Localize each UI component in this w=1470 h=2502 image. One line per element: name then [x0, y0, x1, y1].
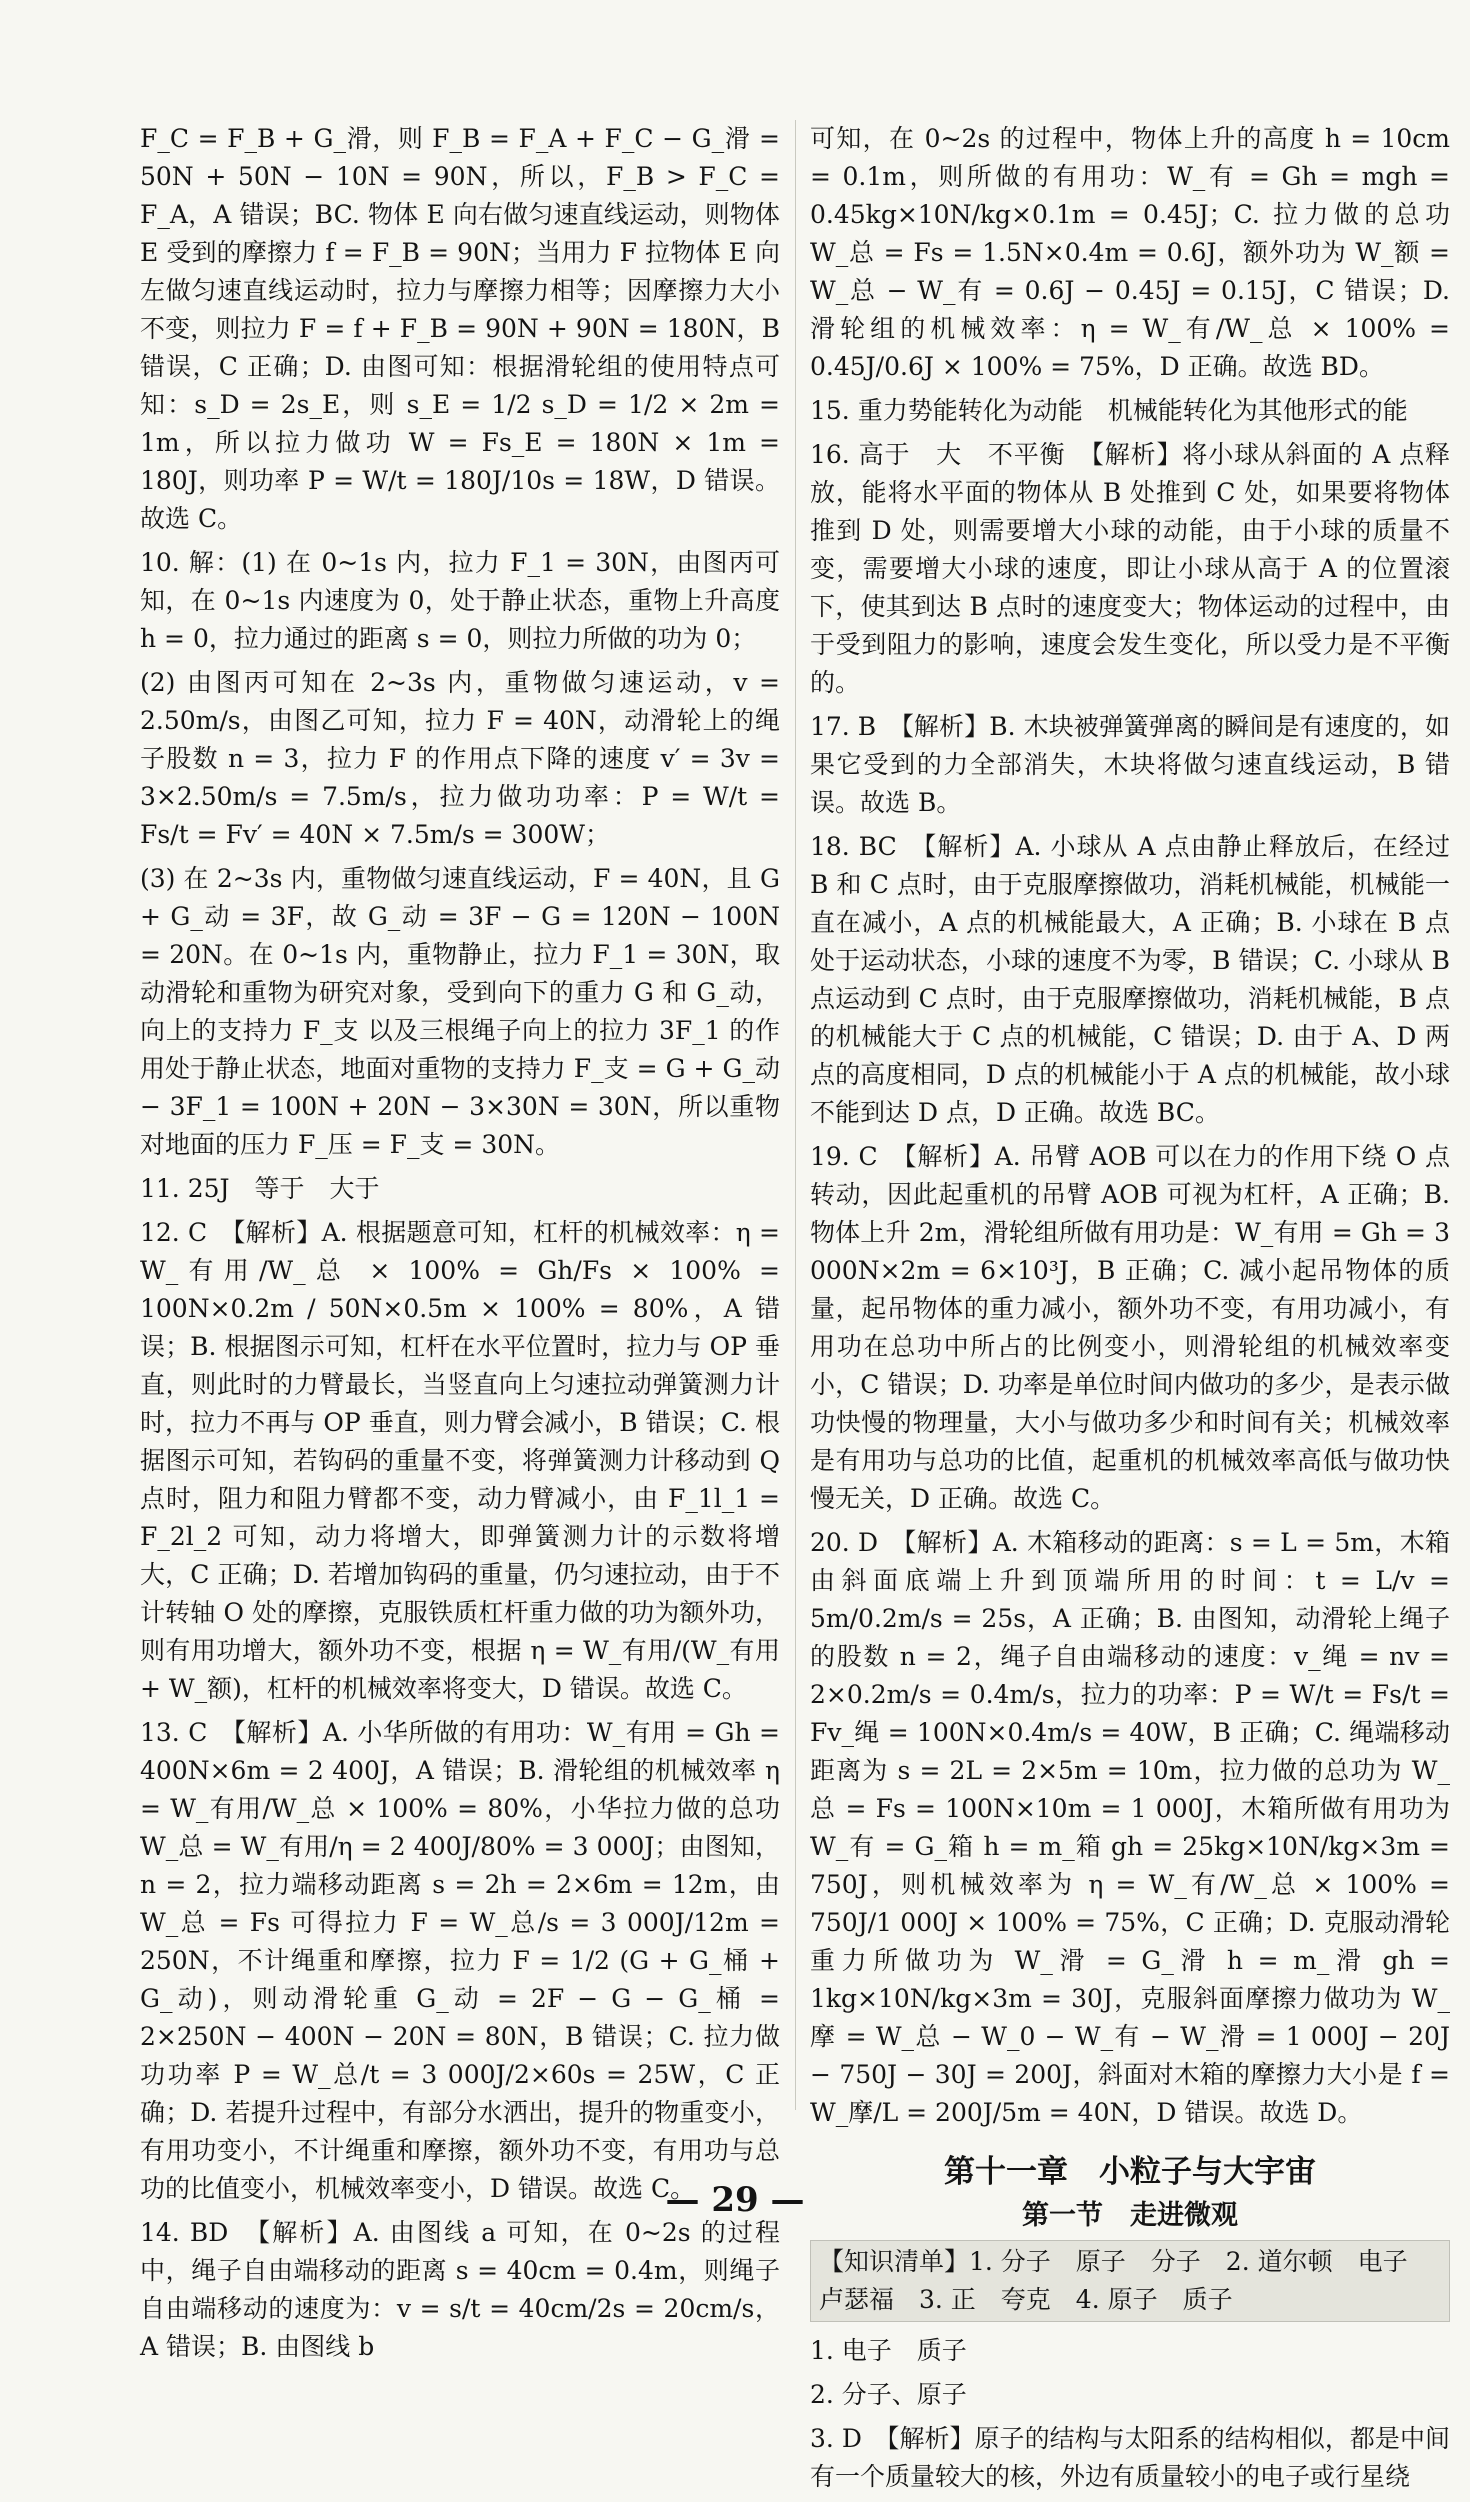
section-title: 第一节 走进微观: [1022, 2200, 1238, 2231]
answer-12: 12. C 【解析】A. 根据题意可知，杠杆的机械效率：η = W_有用/W_总 × 100% = Gh/Fs × 100% = 100N×0.2m / 50N×0.5m × 100% = 80%，A 错误；B. 根据图示可知，杠杆在水平位置时，拉力与 OP 垂直，则此时的力臂最长，当竖直向上匀速拉动弹簧测力计时，拉力不再与 OP 垂直，则力臂会减小，B 错误；C. 根据图示可知，若钩码的重量不变，将弹簧测力计移动到 Q 点时，阻力和阻力臂都不变，动力臂减小，由 F_1l_1 = F_2l_2 可知，动力将增大，即弹簧测力计的示数将增大，C 正确；D. 若增加钩码的重量，仍匀速拉动，由于不计转轴 O 处的摩擦，克服铁质杠杆重力做的功为额外功，则有用功增大，额外功不变，根据 η = W_有用/(W_有用 + W_额)，杠杆的机械效率将变大，D 错误。故选 C。: [140, 1218, 788, 1703]
answer-11: 11. 25J 等于 大于: [140, 1174, 380, 1203]
answer-17: 17. B 【解析】B. 木块被弹簧弹离的瞬间是有速度的，如果它受到的力全部消失，木块将做匀速直线运动，B 错误。故选 B。: [810, 712, 1450, 817]
answer-14: 14. BD 【解析】A. 由图线 a 可知，在 0~2s 的过程中，绳子自由端移动的距离 s = 40cm = 0.4m，则绳子自由端移动的速度为：v = s/t = 40cm/2s = 20cm/s，A 错误；B. 由图线 b: [140, 2218, 780, 2361]
answer-2: 2. 分子、原子: [810, 2380, 967, 2409]
knowledge-list-box: 【知识清单】1. 分子 原子 分子 2. 道尔顿 电子 卢瑟福 3. 正 夸克 4. 原子 质子: [810, 2240, 1450, 2322]
left-column: [140, 120, 788, 2372]
answer-15: 15. 重力势能转化为动能 机械能转化为其他形式的能: [810, 396, 1408, 425]
answer-16: 16. 高于 大 不平衡 【解析】将小球从斜面的 A 点释放，能将水平面的物体从 B 处推到 C 处，如果要将物体推到 D 处，则需要增大小球的动能，由于小球的质量不变，需要增大小球的速度，即让小球从高于 A 的位置滚下，使其到达 B 点时的速度变大；物体运动的过程中，由于受到阻力的影响，速度会发生变化，所以受力是不平衡的。: [810, 440, 1450, 697]
page-number: — 29 —: [665, 2180, 805, 2220]
answer-19: 19. C 【解析】A. 吊臂 AOB 可以在力的作用下绕 O 点转动，因此起重机的吊臂 AOB 可视为杠杆，A 正确；B. 物体上升 2m，滑轮组所做有用功是：W_有用 = Gh = 3 000N×2m = 6×10³J，B 正确；C. 减小起吊物体的质量，起吊物体的重力减小，额外功不变，有用功减小，有用功在总功中所占的比例变小，则滑轮组的机械效率变小，C 错误；D. 功率是单位时间内做功的多少，是表示做功快慢的物理量，大小与做功多少和时间有关；机械效率是有用功与总功的比值，起重机的机械效率高低与做功快慢无关，D 正确。故选 C。: [810, 1142, 1458, 1513]
answer-1: 1. 电子 质子: [810, 2336, 967, 2365]
answer-18: 18. BC 【解析】A. 小球从 A 点由静止释放后，在经过 B 和 C 点时，由于克服摩擦做功，消耗机械能，机械能一直在减小，A 点的机械能最大，A 正确；B. 小球在 B 点处于运动状态，小球的速度不为零，B 错误；C. 小球从 B 点运动到 C 点时，由于克服摩擦做功，消耗机械能，B 点的机械能大于 C 点的机械能，C 错误；D. 由于 A、D 两点的高度相同，D 点的机械能小于 A 点的机械能，故小球不能到达 D 点，D 正确。故选 BC。: [810, 832, 1458, 1127]
paragraph: F_C = F_B + G_滑，则 F_B = F_A + F_C − G_滑 = 50N + 50N − 10N = 90N，所以，F_B > F_C = F_A，A 错误；BC. 物体 E 向右做匀速直线运动，则物体 E 受到的摩擦力 f = F_B = 90N；当用力 F 拉物体 E 向左做匀速直线运动时，拉力与摩擦力相等；因摩擦力大小不变，则拉力 F = f + F_B = 90N + 90N = 180N，B 错误，C 正确；D. 由图可知：根据滑轮组的使用特点可知：s_D = 2s_E，则 s_E = 1/2 s_D = 1/2 × 2m = 1m，所以拉力做功 W = Fs_E = 180N × 1m = 180J，则功率 P = W/t = 180J/10s = 18W，D 错误。故选 C。: [140, 124, 788, 533]
answer-10-part2: (2) 由图丙可知在 2~3s 内，重物做匀速运动，v = 2.50m/s，由图乙可知，拉力 F = 40N，动滑轮上的绳子股数 n = 3，拉力 F 的作用点下降的速度 v′ = 3v = 3×2.50m/s = 7.5m/s，拉力做功功率：P = W/t = Fs/t = Fv′ = 40N × 7.5m/s = 300W；: [140, 668, 788, 849]
chapter-title: 第十一章 小粒子与大宇宙: [944, 2154, 1316, 2190]
answer-20: 20. D 【解析】A. 木箱移动的距离：s = L = 5m，木箱由斜面底端上升到顶端所用的时间：t = L/v = 5m/0.2m/s = 25s，A 正确；B. 由图知，动滑轮上绳子的股数 n = 2，绳子自由端移动的速度：v_绳 = nv = 2×0.2m/s = 0.4m/s，拉力的功率：P = W/t = Fs/t = Fv_绳 = 100N×0.4m/s = 40W，B 正确；C. 绳端移动距离为 s = 2L = 2×5m = 10m，拉力做的总功为 W_总 = Fs = 100N×10m = 1 000J，木箱所做有用功为 W_有 = G_箱 h = m_箱 gh = 25kg×10N/kg×3m = 750J，则机械效率为 η = W_有/W_总 × 100% = 750J/1 000J × 100% = 75%，C 正确；D. 克服动滑轮重力所做功为 W_滑 = G_滑 h = m_滑 gh = 1kg×10N/kg×3m = 30J，克服斜面摩擦力做功为 W_摩 = W_总 − W_0 − W_有 − W_滑 = 1 000J − 20J − 750J − 30J = 200J，斜面对木箱的摩擦力大小是 f = W_摩/L = 200J/5m = 40N，D 错误。故选 D。: [810, 1528, 1458, 2127]
right-column: [810, 120, 1458, 2502]
column-divider: [795, 120, 796, 2110]
answer-13: 13. C 【解析】A. 小华所做的有用功：W_有用 = Gh = 400N×6m = 2 400J，A 错误；B. 滑轮组的机械效率 η = W_有用/W_总 × 100% = 80%，小华拉力做的总功 W_总 = W_有用/η = 2 400J/80% = 3 000J；由图知，n = 2，拉力端移动距离 s = 2h = 2×6m = 12m，由 W_总 = Fs 可得拉力 F = W_总/s = 3 000J/12m = 250N，不计绳重和摩擦，拉力 F = 1/2 (G + G_桶 + G_动)，则动滑轮重 G_动 = 2F − G − G_桶 = 2×250N − 400N − 20N = 80N，B 错误；C. 拉力做功功率 P = W_总/t = 3 000J/2×60s = 25W，C 正确；D. 若提升过程中，有部分水洒出，提升的物重变小，有用功变小，不计绳重和摩擦，额外功不变，有用功与总功的比值变小，机械效率变小，D 错误。故选 C。: [140, 1718, 788, 2203]
answer-14-cont: 可知，在 0~2s 的过程中，物体上升的高度 h = 10cm = 0.1m，则所做的有用功：W_有 = Gh = mgh = 0.45kg×10N/kg×0.1m = 0.45J；C. 拉力做的总功 W_总 = Fs = 1.5N×0.4m = 0.6J，额外功为 W_额 = W_总 − W_有 = 0.6J − 0.45J = 0.15J，C 错误；D. 滑轮组的机械效率：η = W_有/W_总 × 100% = 0.45J/0.6J × 100% = 75%，D 正确。故选 BD。: [810, 124, 1458, 381]
answer-10-part3: (3) 在 2~3s 内，重物做匀速直线运动，F = 40N，且 G + G_动 = 3F，故 G_动 = 3F − G = 120N − 100N = 20N。在 0~1s 内，重物静止，拉力 F_1 = 30N，取动滑轮和重物为研究对象，受到向下的重力 G 和 G_动，向上的支持力 F_支 以及三根绳子向上的拉力 3F_1 的作用处于静止状态，地面对重物的支持力 F_支 = G + G_动 − 3F_1 = 100N + 20N − 3×30N = 30N，所以重物对地面的压力 F_压 = F_支 = 30N。: [140, 864, 788, 1159]
answer-3: 3. D 【解析】原子的结构与太阳系的结构相似，都是中间有一个质量较大的核，外边有质量较小的电子或行星绕: [810, 2424, 1450, 2491]
answer-10-part1: 10. 解：(1) 在 0~1s 内，拉力 F_1 = 30N，由图丙可知，在 0~1s 内速度为 0，处于静止状态，重物上升高度 h = 0，拉力通过的距离 s = 0，则拉力所做的功为 0；: [140, 548, 788, 653]
